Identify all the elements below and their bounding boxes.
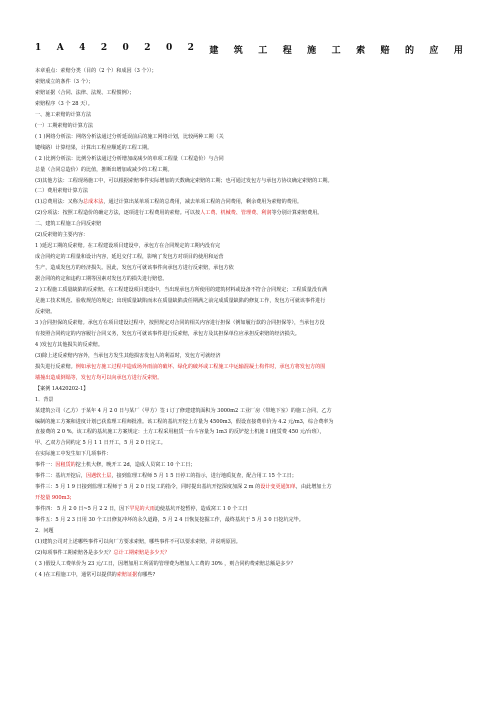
- text-run: 总量（合同总造价）的比值，推断出增加或减少的工程工期。: [35, 166, 173, 173]
- title-char: 2: [187, 43, 194, 53]
- text-run: (2)反索赔的主要内容：: [35, 232, 89, 239]
- text-line: [35, 219, 463, 230]
- text-run: 事件一：: [35, 462, 56, 469]
- text-line: [35, 438, 463, 449]
- text-run: 4 )发包方其他损失的反索赔。: [35, 341, 103, 348]
- text-run: 生产，造成发包方的经济损失。因此，发包方可就该事件向承包方进行反索赔，承包方依: [35, 265, 234, 272]
- text-line: [35, 329, 463, 340]
- text-run: 在实际施工中发生如下几项事件：: [35, 451, 112, 458]
- text-line: [35, 482, 463, 493]
- text-run: 2 )工程施工质量缺陷的反索赔。在工程建设项目建设中，当出现承包方所使用的建筑材料或设备不符合合同规定；工程质量没有满: [35, 287, 328, 294]
- title-char: 索: [356, 46, 366, 56]
- text-run: (2)分项法：按照工程造价的确定方法，逐项进行工程费用的索赔。可以按: [35, 210, 201, 217]
- text-run: 据合同的约定和违约工期等因素对发包方的损失进行赔偿。: [35, 276, 168, 283]
- highlighted-text: 总成本法: [82, 199, 104, 206]
- text-line: [35, 186, 463, 197]
- text-line: [35, 99, 463, 110]
- text-run: 反索赔。: [35, 308, 56, 315]
- highlighted-text: 设计变更通知单: [260, 484, 296, 491]
- text-run: ( 4 )在工程施工中，通常可以提供的: [35, 571, 117, 578]
- text-run: 有哪些?: [137, 571, 156, 578]
- text-line: [35, 417, 463, 428]
- text-line: [35, 176, 463, 187]
- text-line: [35, 143, 463, 154]
- text-run: (3)除上述反索赔内容外，当承包方发生其他损害发包人的利益时，发包方可就经济: [35, 352, 221, 359]
- title-char: 的: [404, 46, 414, 56]
- text-line: [35, 340, 463, 351]
- text-run: 甲、乙双方合同约定 5 月 1 1 日开工，5 月 2 0 日完工。: [35, 440, 166, 447]
- title-char: 赔: [380, 46, 390, 56]
- document-title: [35, 43, 463, 56]
- text-run: 2．问题: [35, 528, 54, 535]
- text-run: 索赔成立的条件（3 个）；: [35, 78, 94, 85]
- text-line: [35, 427, 463, 438]
- text-line: [35, 449, 463, 460]
- text-run: 事件二：基坑开挖后，: [35, 473, 86, 480]
- text-run: 事件五：5 月 2 3 日用 30 个工日修复冲坏的永久道路，5 月 2 4 日恢复挖掘工作，最终基坑于 5 月 3 0 日挖坑完毕。: [35, 517, 304, 524]
- highlighted-text: 开挖量 900m3;: [35, 495, 72, 502]
- text-line: [35, 373, 463, 384]
- text-run: 【案例 1A420202-1】: [35, 385, 89, 392]
- text-run: 索赔证据（合同、法律、法规、工程惯例）；: [35, 89, 135, 96]
- text-run: 本章重点：索赔分类（目的（2 个）和成因（3 个））；: [35, 68, 157, 74]
- highlighted-text: 因租赁的: [55, 462, 76, 469]
- title-char: 筑: [233, 46, 243, 56]
- text-line: [35, 493, 463, 504]
- title-char: A: [56, 43, 64, 53]
- text-line: [35, 296, 463, 307]
- title-char: 4: [79, 43, 86, 53]
- title-char: 0: [122, 43, 129, 53]
- highlighted-text: 总计工期索赔是多少天？: [113, 549, 170, 556]
- text-run: 1 )延迟工期的反索赔。在工程建设项目建设中，承包方在合同规定的工期内没有完: [35, 243, 221, 250]
- text-line: [35, 197, 463, 208]
- text-line: [35, 154, 463, 165]
- text-run: (1)建筑公司对上述哪些事件可以向厂方要求索赔，哪些事件不可以要求索赔，并说明原因。: [35, 538, 241, 545]
- text-run: (3)其他方法：工程现场施工中，可以根据索赔事件实际增加的天数确定索赔的工期；也可通过发包方与承包方协议确定索赔的工期。: [35, 177, 333, 184]
- text-run: 足施工技术规范、验收规范的规定；出现质量缺陷而未在质量缺陷责任期满之前完成质量缺陷的修复工作，发包方可就该事件进行: [35, 298, 326, 305]
- highlighted-text: 罕见的大雨: [129, 506, 155, 513]
- text-line: [35, 537, 463, 548]
- text-run: (1)总费用法：又称为: [35, 199, 83, 206]
- text-line: [35, 504, 463, 515]
- title-char: 工: [258, 46, 268, 56]
- text-line: [35, 132, 463, 143]
- text-run: 索赔程序（3 个 28 天）。: [35, 100, 93, 107]
- title-char: 应: [429, 46, 439, 56]
- text-run: 等分别计算索赔费用。: [271, 210, 323, 217]
- title-char: 用: [453, 46, 463, 56]
- text-line: [35, 526, 463, 537]
- title-char: 2: [100, 43, 108, 53]
- text-run: (2)每项事件工期索赔各是多少天？: [35, 549, 114, 556]
- text-run: 二、建筑工程施工合同反索赔: [35, 221, 102, 228]
- text-run: 损失进行反索赔。: [35, 363, 76, 370]
- text-run: 迫使基坑开挖暂停，造成窝工 1 0 个工日: [154, 506, 248, 513]
- text-line: [35, 406, 463, 417]
- text-run: ( 3 )假设人工费单价为 23 元/工日，因增加用工所需的管理费为增加人工费的 30% ，则合同约费索赔总额是多少？: [35, 560, 296, 567]
- text-line: [35, 471, 463, 482]
- highlighted-text: 因遇软土层: [85, 473, 112, 480]
- text-run: ，通过计算出某单项工程的总费用，减去单项工程的合同费用，剩余费用为索赔的费用。: [103, 199, 303, 206]
- title-char: 施: [307, 46, 317, 56]
- text-line: [35, 384, 463, 395]
- text-run: 编制的施工方案和进度计划已获监理工程师批准。该工程的基坑开挖土方量为 4500m3，假设直接费单价为 4.2 元/m3，综合费率为: [35, 418, 334, 425]
- text-line: [35, 351, 463, 362]
- document-page: [35, 43, 463, 581]
- text-run: 某建筑公司（乙方）于某年 4 月 2 0 日与某厂（甲方）签 i 订了修建建筑面积为 3000m2 工业厂房（带地下室）的施工合同，乙方: [35, 407, 332, 414]
- text-line: [35, 88, 463, 99]
- text-run: ，接到监理工程师 5 月 1 5 日停工的指示，进行地质复查，配合用工 15 个工日；: [111, 473, 297, 480]
- document-body: [35, 66, 463, 581]
- highlighted-text: 例如承包方施工过程中造成场外雨前的破坏、绿化的破坏或工程施工中运输混凝土构件时，承包方将发包方的围: [75, 363, 326, 370]
- title-char: 1: [35, 43, 42, 53]
- highlighted-text: 人工费、机械费、管理费、利润: [200, 210, 272, 217]
- text-line: [35, 318, 463, 329]
- highlighted-text: 墙撞出造成倒塌等，发包方均可以向承包方进行反索赔。: [35, 374, 163, 381]
- title-char: 2: [144, 43, 151, 53]
- text-line: [35, 548, 463, 559]
- text-line: [35, 395, 463, 406]
- title-char: 建: [209, 46, 219, 56]
- title-char: 工: [331, 46, 341, 56]
- text-line: [35, 165, 463, 176]
- text-run: 3 )合同担保的反索赔。承包方在项目建设过程中，按照规定对合同的相关内容进行担保（例如履行款的合同担保等），当承包方没: [35, 319, 325, 326]
- text-run: (二）费用索赔计算方法: [35, 188, 88, 195]
- text-run: 一、施工索赔的计算方法: [35, 111, 92, 118]
- text-line: [35, 263, 463, 274]
- title-char: 0: [165, 43, 173, 53]
- text-run: ( 1 )网络分析法：网络分析法通过分析延误前后的施工网络计划，比较两种工期（关: [35, 133, 224, 140]
- text-line: [35, 559, 463, 570]
- text-line: [35, 285, 463, 296]
- text-run: 事件三：5 月 1 9 日接到监理工程师于 5 月 2 0 日复工的指令，同时提出基坑开挖深度加深 2 m 的: [35, 484, 261, 491]
- text-line: [35, 77, 463, 88]
- text-run: 挖土机大修，晚开工 2d，造成人员窝工 10 个工日；: [75, 462, 196, 469]
- text-run: ，由此增加土方: [295, 484, 332, 491]
- text-line: [35, 208, 463, 219]
- text-run: 成合同约定的工程量和设计内容，延迟交付工程，影响了发包方对项目的使用和运营: [35, 254, 224, 261]
- text-run: 有按照合同约定的内容履行合同义务，发包方可就该事件进行反索赔，承包方及其担保单位应承担反索赔的经济损失。: [35, 330, 300, 337]
- text-line: [35, 460, 463, 471]
- text-run: ( 2 )比例分析法：比例分析法通过分析增加或减少的单项工程量（工程造价）与合同: [35, 155, 224, 162]
- text-run: 直接费的 2 0 %。该工程的基坑施工方案规定：土方工程采用租赁一台斗容量为 1m3 的反铲挖土机施 I (租赁费 450 元/台班），: [35, 429, 325, 436]
- text-run: 1．背景: [35, 396, 54, 403]
- highlighted-text: 索赔证据: [116, 571, 138, 578]
- text-line: [35, 121, 463, 132]
- text-line: [35, 307, 463, 318]
- text-line: [35, 241, 463, 252]
- text-line: [35, 110, 463, 121]
- text-run: (一）工期索赔的计算方法: [35, 122, 94, 129]
- text-line: [35, 362, 463, 373]
- text-line: [35, 274, 463, 285]
- text-line: [35, 66, 463, 77]
- text-run: 键线路）计算结果，计算出工程应顺延的工程工期。: [35, 144, 153, 151]
- text-line: [35, 230, 463, 241]
- text-line: [35, 570, 463, 581]
- text-line: [35, 252, 463, 263]
- text-run: 事件四： 5 月 2 0 日~5 月 2 2 日，因下: [35, 506, 130, 513]
- title-char: 程: [282, 46, 292, 56]
- text-line: [35, 515, 463, 526]
